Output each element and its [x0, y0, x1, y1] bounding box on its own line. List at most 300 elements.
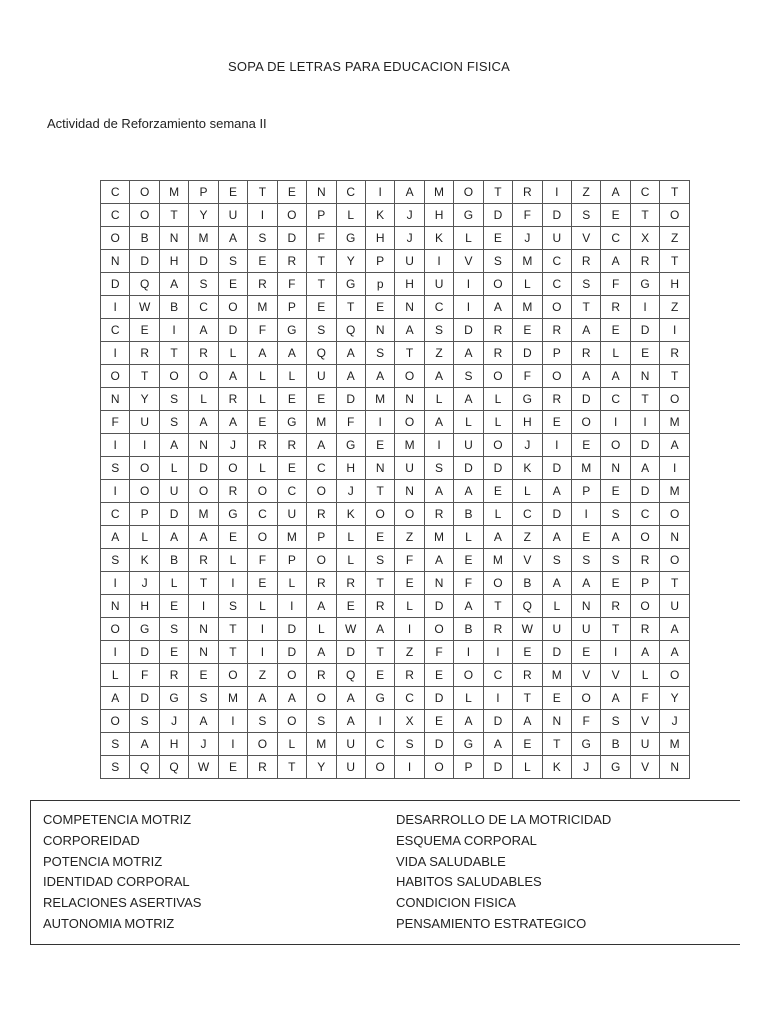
- grid-cell: N: [601, 457, 630, 480]
- grid-cell: T: [365, 572, 394, 595]
- grid-cell: O: [483, 273, 512, 296]
- grid-cell: P: [277, 549, 306, 572]
- grid-cell: I: [277, 595, 306, 618]
- grid-cell: Z: [660, 296, 690, 319]
- grid-cell: D: [336, 641, 365, 664]
- grid-row: [101, 250, 690, 273]
- grid-cell: N: [189, 618, 218, 641]
- grid-cell: A: [395, 319, 424, 342]
- grid-cell: O: [277, 710, 306, 733]
- grid-cell: R: [483, 319, 512, 342]
- grid-cell: T: [630, 388, 659, 411]
- grid-cell: I: [101, 296, 130, 319]
- grid-cell: C: [424, 296, 453, 319]
- grid-cell: M: [660, 733, 690, 756]
- grid-cell: C: [365, 733, 394, 756]
- grid-cell: O: [277, 664, 306, 687]
- grid-cell: B: [454, 618, 483, 641]
- grid-cell: D: [277, 227, 306, 250]
- grid-cell: W: [513, 618, 542, 641]
- grid-cell: N: [189, 641, 218, 664]
- grid-cell: I: [101, 641, 130, 664]
- grid-cell: O: [365, 503, 394, 526]
- grid-cell: M: [513, 250, 542, 273]
- grid-cell: E: [454, 549, 483, 572]
- grid-cell: R: [218, 480, 247, 503]
- grid-cell: A: [424, 365, 453, 388]
- grid-cell: A: [218, 365, 247, 388]
- grid-cell: R: [424, 503, 453, 526]
- grid-cell: D: [630, 434, 659, 457]
- grid-cell: E: [483, 227, 512, 250]
- grid-cell: C: [513, 503, 542, 526]
- grid-cell: D: [130, 250, 159, 273]
- grid-cell: U: [660, 595, 690, 618]
- grid-cell: A: [483, 296, 512, 319]
- grid-cell: B: [454, 503, 483, 526]
- grid-cell: L: [248, 457, 277, 480]
- grid-cell: F: [630, 687, 659, 710]
- grid-cell: E: [189, 664, 218, 687]
- grid-cell: O: [218, 664, 247, 687]
- grid-cell: A: [336, 710, 365, 733]
- grid-cell: I: [601, 641, 630, 664]
- grid-cell: U: [336, 756, 365, 779]
- grid-cell: T: [660, 250, 690, 273]
- grid-cell: S: [572, 204, 601, 227]
- grid-cell: I: [365, 710, 394, 733]
- grid-cell: S: [395, 733, 424, 756]
- grid-cell: T: [307, 273, 336, 296]
- grid-cell: A: [365, 365, 394, 388]
- grid-cell: Q: [130, 273, 159, 296]
- grid-cell: A: [277, 342, 306, 365]
- grid-cell: N: [542, 710, 571, 733]
- grid-cell: A: [424, 411, 453, 434]
- grid-cell: R: [277, 250, 306, 273]
- grid-cell: E: [248, 250, 277, 273]
- grid-cell: I: [218, 572, 247, 595]
- grid-cell: U: [424, 273, 453, 296]
- grid-cell: U: [159, 480, 188, 503]
- grid-cell: Q: [159, 756, 188, 779]
- grid-cell: Z: [572, 181, 601, 204]
- grid-cell: E: [159, 641, 188, 664]
- grid-row: [101, 365, 690, 388]
- grid-cell: J: [513, 227, 542, 250]
- grid-cell: L: [248, 365, 277, 388]
- grid-cell: V: [630, 710, 659, 733]
- grid-cell: D: [189, 457, 218, 480]
- grid-cell: D: [101, 273, 130, 296]
- grid-cell: O: [248, 526, 277, 549]
- grid-cell: L: [630, 664, 659, 687]
- word-item: POTENCIA MOTRIZ: [43, 853, 163, 869]
- grid-cell: C: [542, 250, 571, 273]
- grid-cell: S: [601, 710, 630, 733]
- grid-cell: R: [572, 342, 601, 365]
- grid-cell: D: [542, 204, 571, 227]
- grid-cell: M: [307, 733, 336, 756]
- grid-cell: C: [277, 480, 306, 503]
- grid-cell: R: [248, 434, 277, 457]
- grid-cell: F: [130, 664, 159, 687]
- grid-cell: D: [454, 319, 483, 342]
- grid-cell: C: [101, 319, 130, 342]
- grid-cell: S: [572, 549, 601, 572]
- grid-cell: L: [483, 503, 512, 526]
- grid-cell: N: [365, 457, 394, 480]
- grid-cell: I: [483, 641, 512, 664]
- grid-cell: Y: [130, 388, 159, 411]
- grid-cell: E: [572, 641, 601, 664]
- grid-cell: E: [248, 411, 277, 434]
- word-item: HABITOS SALUDABLES: [396, 874, 542, 890]
- grid-cell: L: [277, 365, 306, 388]
- grid-cell: O: [483, 434, 512, 457]
- grid-cell: F: [513, 365, 542, 388]
- grid-cell: J: [395, 227, 424, 250]
- grid-cell: L: [218, 549, 247, 572]
- grid-cell: P: [307, 204, 336, 227]
- grid-cell: R: [336, 572, 365, 595]
- grid-cell: M: [365, 388, 394, 411]
- grid-cell: S: [248, 227, 277, 250]
- grid-cell: A: [218, 227, 247, 250]
- grid-cell: E: [277, 457, 306, 480]
- grid-cell: T: [601, 618, 630, 641]
- grid-cell: O: [159, 365, 188, 388]
- grid-cell: O: [101, 227, 130, 250]
- grid-cell: R: [307, 572, 336, 595]
- grid-cell: R: [513, 664, 542, 687]
- grid-cell: P: [307, 526, 336, 549]
- grid-cell: T: [630, 204, 659, 227]
- grid-cell: C: [189, 296, 218, 319]
- grid-cell: T: [159, 204, 188, 227]
- grid-cell: G: [336, 434, 365, 457]
- grid-cell: L: [277, 572, 306, 595]
- grid-cell: A: [601, 365, 630, 388]
- grid-cell: O: [130, 457, 159, 480]
- grid-cell: S: [542, 549, 571, 572]
- grid-cell: F: [307, 227, 336, 250]
- grid-cell: I: [630, 296, 659, 319]
- grid-cell: S: [218, 250, 247, 273]
- grid-cell: E: [513, 319, 542, 342]
- grid-cell: L: [483, 411, 512, 434]
- grid-cell: I: [159, 319, 188, 342]
- grid-cell: K: [424, 227, 453, 250]
- grid-cell: D: [513, 342, 542, 365]
- word-list-left: [43, 810, 201, 935]
- grid-cell: H: [513, 411, 542, 434]
- grid-cell: F: [424, 641, 453, 664]
- grid-cell: F: [248, 319, 277, 342]
- grid-cell: K: [513, 457, 542, 480]
- grid-cell: R: [483, 342, 512, 365]
- grid-cell: O: [483, 572, 512, 595]
- grid-cell: O: [572, 411, 601, 434]
- grid-cell: S: [101, 756, 130, 779]
- grid-cell: D: [277, 641, 306, 664]
- grid-cell: E: [542, 411, 571, 434]
- grid-cell: B: [159, 296, 188, 319]
- grid-cell: F: [336, 411, 365, 434]
- grid-cell: I: [424, 434, 453, 457]
- grid-cell: E: [513, 733, 542, 756]
- grid-cell: U: [542, 227, 571, 250]
- grid-row: [101, 388, 690, 411]
- grid-cell: T: [130, 365, 159, 388]
- grid-cell: J: [660, 710, 690, 733]
- grid-cell: N: [159, 227, 188, 250]
- grid-cell: I: [454, 296, 483, 319]
- grid-cell: T: [365, 641, 394, 664]
- grid-cell: Q: [336, 664, 365, 687]
- grid-cell: N: [395, 296, 424, 319]
- grid-cell: A: [660, 618, 690, 641]
- grid-cell: H: [159, 250, 188, 273]
- grid-cell: D: [424, 733, 453, 756]
- grid-row: [101, 457, 690, 480]
- grid-cell: G: [365, 687, 394, 710]
- grid-cell: E: [542, 687, 571, 710]
- grid-cell: O: [307, 549, 336, 572]
- grid-cell: E: [601, 319, 630, 342]
- grid-cell: N: [101, 250, 130, 273]
- grid-cell: G: [130, 618, 159, 641]
- grid-cell: M: [189, 227, 218, 250]
- grid-cell: E: [365, 664, 394, 687]
- grid-cell: C: [248, 503, 277, 526]
- grid-row: [101, 342, 690, 365]
- grid-cell: N: [572, 595, 601, 618]
- grid-cell: A: [454, 342, 483, 365]
- grid-cell: A: [542, 526, 571, 549]
- grid-cell: L: [159, 572, 188, 595]
- grid-cell: A: [454, 595, 483, 618]
- grid-cell: I: [630, 411, 659, 434]
- grid-cell: G: [218, 503, 247, 526]
- grid-cell: E: [277, 388, 306, 411]
- grid-cell: A: [601, 526, 630, 549]
- grid-cell: D: [542, 503, 571, 526]
- grid-cell: E: [601, 204, 630, 227]
- grid-cell: F: [395, 549, 424, 572]
- grid-cell: M: [513, 296, 542, 319]
- grid-row: [101, 733, 690, 756]
- grid-cell: D: [130, 641, 159, 664]
- grid-cell: U: [630, 733, 659, 756]
- grid-cell: I: [542, 434, 571, 457]
- grid-row: [101, 664, 690, 687]
- grid-cell: D: [630, 480, 659, 503]
- grid-row: [101, 503, 690, 526]
- grid-cell: I: [660, 319, 690, 342]
- grid-cell: K: [336, 503, 365, 526]
- grid-cell: T: [572, 296, 601, 319]
- grid-cell: M: [542, 664, 571, 687]
- grid-row: [101, 618, 690, 641]
- grid-cell: Y: [336, 250, 365, 273]
- grid-cell: P: [542, 342, 571, 365]
- grid-cell: L: [336, 549, 365, 572]
- grid-cell: E: [365, 526, 394, 549]
- grid-cell: E: [277, 181, 306, 204]
- grid-cell: A: [454, 480, 483, 503]
- grid-cell: E: [572, 526, 601, 549]
- grid-cell: L: [336, 204, 365, 227]
- grid-cell: L: [454, 526, 483, 549]
- grid-cell: S: [454, 365, 483, 388]
- grid-cell: L: [248, 388, 277, 411]
- grid-cell: I: [101, 434, 130, 457]
- grid-cell: D: [424, 595, 453, 618]
- grid-cell: O: [424, 756, 453, 779]
- grid-cell: Z: [395, 526, 424, 549]
- grid-cell: S: [307, 710, 336, 733]
- grid-cell: L: [159, 457, 188, 480]
- grid-cell: J: [513, 434, 542, 457]
- grid-cell: I: [365, 411, 394, 434]
- grid-cell: L: [513, 480, 542, 503]
- grid-cell: D: [572, 388, 601, 411]
- grid-cell: U: [395, 457, 424, 480]
- grid-cell: E: [248, 572, 277, 595]
- activity-subtitle: Actividad de Reforzamiento semana II: [47, 116, 267, 131]
- grid-cell: H: [424, 204, 453, 227]
- grid-row: [101, 756, 690, 779]
- grid-cell: M: [572, 457, 601, 480]
- grid-cell: C: [336, 181, 365, 204]
- grid-cell: R: [189, 342, 218, 365]
- grid-cell: X: [630, 227, 659, 250]
- grid-cell: U: [218, 204, 247, 227]
- grid-cell: W: [130, 296, 159, 319]
- grid-row: [101, 480, 690, 503]
- grid-cell: J: [218, 434, 247, 457]
- grid-cell: L: [424, 388, 453, 411]
- grid-cell: G: [454, 204, 483, 227]
- grid-cell: I: [454, 273, 483, 296]
- grid-cell: T: [218, 618, 247, 641]
- grid-cell: T: [513, 687, 542, 710]
- grid-cell: U: [130, 411, 159, 434]
- grid-cell: S: [101, 733, 130, 756]
- grid-cell: A: [454, 710, 483, 733]
- grid-cell: P: [572, 480, 601, 503]
- grid-cell: S: [572, 273, 601, 296]
- grid-cell: S: [130, 710, 159, 733]
- grid-cell: C: [630, 181, 659, 204]
- grid-cell: D: [630, 319, 659, 342]
- grid-cell: E: [159, 595, 188, 618]
- grid-row: [101, 595, 690, 618]
- word-item: COMPETENCIA MOTRIZ: [43, 812, 192, 827]
- grid-row: [101, 181, 690, 204]
- grid-cell: C: [601, 388, 630, 411]
- grid-cell: B: [513, 572, 542, 595]
- grid-cell: G: [630, 273, 659, 296]
- grid-cell: A: [601, 181, 630, 204]
- grid-cell: T: [660, 181, 690, 204]
- grid-cell: Z: [660, 227, 690, 250]
- grid-cell: U: [542, 618, 571, 641]
- grid-cell: N: [307, 181, 336, 204]
- grid-row: [101, 273, 690, 296]
- grid-cell: D: [159, 503, 188, 526]
- grid-cell: Z: [424, 342, 453, 365]
- grid-cell: A: [159, 273, 188, 296]
- grid-cell: O: [307, 687, 336, 710]
- grid-cell: R: [395, 664, 424, 687]
- grid-cell: C: [101, 204, 130, 227]
- grid-cell: I: [248, 204, 277, 227]
- grid-cell: J: [159, 710, 188, 733]
- grid-cell: I: [218, 710, 247, 733]
- grid-cell: D: [542, 457, 571, 480]
- grid-cell: Z: [248, 664, 277, 687]
- grid-cell: K: [542, 756, 571, 779]
- grid-cell: A: [365, 618, 394, 641]
- grid-cell: L: [601, 342, 630, 365]
- grid-cell: T: [248, 181, 277, 204]
- grid-cell: I: [542, 181, 571, 204]
- grid-cell: R: [542, 388, 571, 411]
- grid-cell: N: [189, 434, 218, 457]
- grid-cell: A: [248, 687, 277, 710]
- grid-cell: D: [483, 204, 512, 227]
- grid-cell: F: [277, 273, 306, 296]
- grid-cell: R: [130, 342, 159, 365]
- grid-cell: N: [101, 388, 130, 411]
- grid-cell: N: [395, 388, 424, 411]
- grid-cell: O: [218, 457, 247, 480]
- grid-cell: A: [336, 342, 365, 365]
- grid-cell: T: [660, 365, 690, 388]
- grid-cell: O: [454, 664, 483, 687]
- grid-cell: E: [424, 710, 453, 733]
- grid-cell: I: [365, 181, 394, 204]
- grid-cell: O: [248, 733, 277, 756]
- grid-cell: I: [101, 342, 130, 365]
- grid-row: [101, 319, 690, 342]
- word-item: CONDICION FISICA: [396, 895, 516, 911]
- grid-cell: A: [159, 434, 188, 457]
- word-item: VIDA SALUDABLE: [396, 853, 506, 869]
- grid-cell: U: [454, 434, 483, 457]
- grid-cell: H: [660, 273, 690, 296]
- grid-cell: R: [365, 595, 394, 618]
- grid-cell: R: [277, 434, 306, 457]
- grid-cell: E: [218, 756, 247, 779]
- grid-cell: U: [572, 618, 601, 641]
- grid-cell: T: [542, 733, 571, 756]
- grid-cell: T: [483, 181, 512, 204]
- word-list-box: [30, 800, 740, 945]
- grid-cell: I: [601, 411, 630, 434]
- grid-cell: O: [189, 480, 218, 503]
- grid-cell: P: [277, 296, 306, 319]
- grid-cell: S: [159, 388, 188, 411]
- grid-cell: A: [542, 572, 571, 595]
- grid-cell: Z: [395, 641, 424, 664]
- grid-cell: A: [424, 480, 453, 503]
- grid-cell: F: [248, 549, 277, 572]
- word-item: PENSAMIENTO ESTRATEGICO: [396, 915, 587, 931]
- grid-cell: D: [483, 756, 512, 779]
